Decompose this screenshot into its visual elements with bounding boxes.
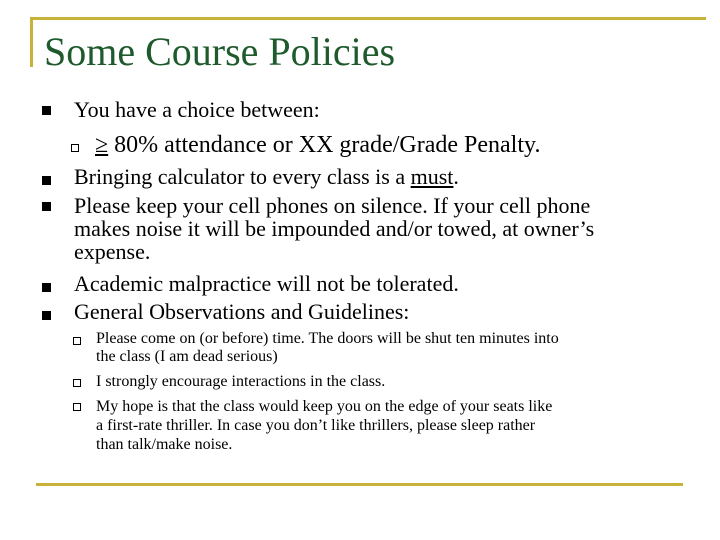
bullet-calculator (74, 166, 459, 188)
sub-bullet-punctuality-line2: the class (I am dead serious) (96, 348, 278, 365)
bullet-phones-line2: makes noise it will be impounded and/or towed, at owner’s (74, 216, 595, 241)
slide-title: Some Course Policies (44, 29, 396, 74)
calculator-period: . (453, 164, 459, 189)
bottom-border-rule (36, 483, 683, 486)
hollow-square-bullet-icon (73, 379, 81, 387)
top-border-rule (30, 17, 706, 20)
left-border-rule (30, 17, 33, 67)
square-bullet-icon (42, 283, 51, 292)
sub-bullet-attendance (95, 133, 540, 157)
square-bullet-icon (42, 106, 51, 115)
greater-equal-symbol: ≥ (95, 132, 109, 158)
attendance-text: 80% attendance or XX grade/Grade Penalty. (108, 132, 541, 158)
calculator-text: Bringing calculator to every class is a (74, 164, 411, 189)
sub-bullet-hope-line2: a first-rate thriller. In case you don’t like thrillers, please sleep rather (96, 417, 536, 434)
bullet-choice: You have a choice between: (74, 97, 320, 122)
square-bullet-icon (42, 311, 51, 320)
sub-bullet-hope-line3: than talk/make noise. (96, 436, 233, 453)
hollow-square-bullet-icon (71, 144, 79, 152)
hollow-square-bullet-icon (73, 403, 81, 411)
square-bullet-icon (42, 202, 51, 211)
bullet-guidelines: General Observations and Guidelines: (74, 299, 410, 324)
bullet-malpractice: Academic malpractice will not be tolerated. (74, 271, 459, 296)
sub-bullet-hope-line1: My hope is that the class would keep you on the edge of your seats like (96, 398, 553, 415)
sub-bullet-punctuality-line1: Please come on (or before) time. The doors will be shut ten minutes into (96, 330, 559, 347)
must-emphasis: must (410, 164, 454, 189)
bullet-phones-line1: Please keep your cell phones on silence. If your cell phone (74, 193, 591, 218)
hollow-square-bullet-icon (73, 337, 81, 345)
bullet-phones-line3: expense. (74, 239, 151, 264)
sub-bullet-interactions: I strongly encourage interactions in the class. (96, 373, 386, 390)
square-bullet-icon (42, 176, 51, 185)
